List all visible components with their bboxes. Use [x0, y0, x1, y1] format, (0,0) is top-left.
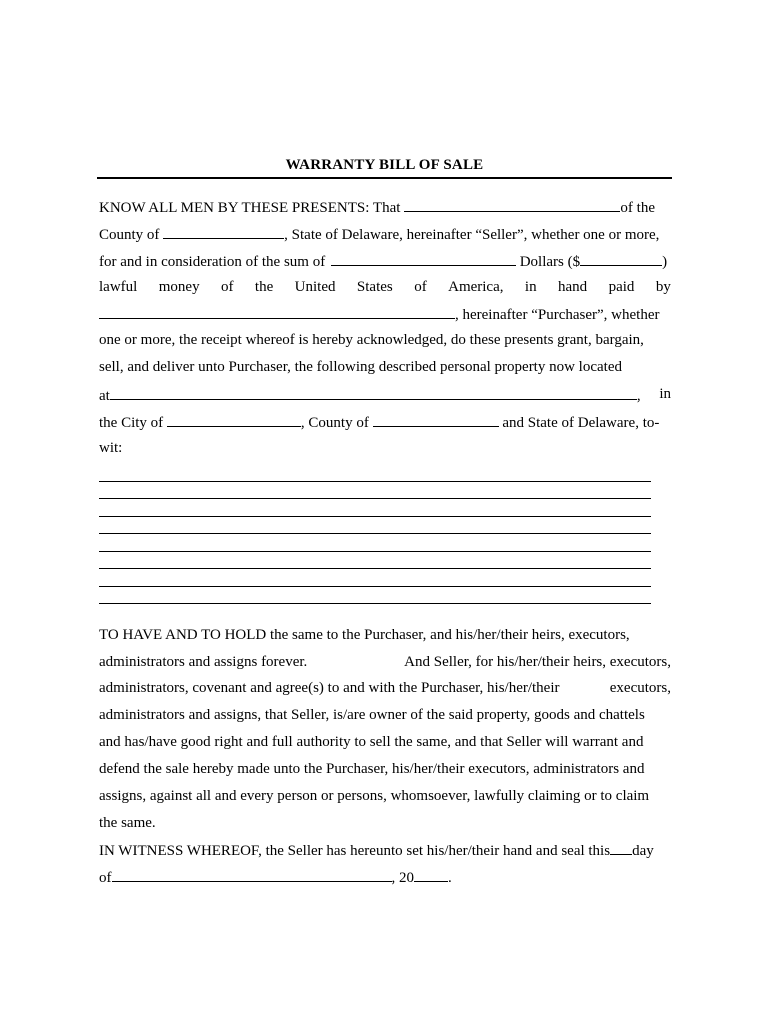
property-location-blank[interactable] — [110, 385, 637, 400]
p2-line-5: and has/have good right and full authority to sell the same, and that Seller will warrant and — [99, 734, 644, 750]
p2-line-2 — [99, 653, 671, 671]
description-line[interactable] — [99, 603, 651, 604]
p1-line-2 — [99, 224, 671, 242]
title-underline — [97, 177, 672, 179]
text: KNOW ALL MEN BY THESE PRESENTS: That — [99, 200, 401, 216]
word: the — [254, 279, 274, 295]
p1-line-1 — [99, 197, 671, 215]
word: paid — [608, 279, 635, 295]
text: County of — [99, 227, 160, 243]
purchaser-name-blank[interactable] — [99, 304, 455, 319]
p1-line-10: wit: — [99, 440, 123, 456]
sum-words-blank[interactable] — [331, 251, 516, 266]
p2-line-4: administrators and assigns, that Seller, is/are owner of the said property, goods and chattels — [99, 707, 645, 723]
text: , State of Delaware, hereinafter “Seller”, whether one or more, — [284, 227, 660, 243]
word: of — [414, 279, 427, 295]
text: ) — [662, 254, 668, 270]
text: administrators and assigns forever. — [99, 654, 308, 670]
description-line[interactable] — [99, 533, 651, 534]
word: America, — [448, 279, 504, 295]
description-line[interactable] — [99, 516, 651, 517]
text: administrators, covenant and agree(s) to and with the Purchaser, his/her/their — [99, 680, 560, 696]
p1-line-4 — [99, 278, 671, 296]
text: , County of — [300, 415, 369, 431]
text: in — [659, 386, 671, 402]
text: at — [99, 388, 110, 404]
word: lawful — [99, 279, 138, 295]
word: States — [356, 279, 393, 295]
witness-line-1 — [99, 840, 671, 858]
year-blank[interactable] — [414, 867, 448, 882]
p2-line-3 — [99, 679, 671, 697]
month-blank[interactable] — [112, 867, 392, 882]
sum-amount-blank[interactable] — [580, 251, 662, 266]
city-blank[interactable] — [167, 412, 301, 427]
description-line[interactable] — [99, 568, 651, 569]
text: for and in consideration of the sum of — [99, 254, 326, 270]
p1-line-9 — [99, 412, 671, 430]
p1-line-7: sell, and deliver unto Purchaser, the following described personal property now located — [99, 359, 622, 375]
text: the City of — [99, 415, 164, 431]
text: of — [99, 870, 112, 886]
text: And Seller, for his/her/their heirs, executors, — [404, 654, 671, 670]
word: money — [158, 279, 200, 295]
p2-line-8: the same. — [99, 815, 156, 831]
p2-line-7: assigns, against all and every person or persons, whomsoever, lawfully claiming or to claim — [99, 788, 650, 804]
seller-county-blank[interactable] — [163, 224, 284, 239]
description-line[interactable] — [99, 551, 651, 552]
witness-line-2 — [99, 867, 671, 885]
word: hand — [558, 279, 588, 295]
text: and State of Delaware, to- — [502, 415, 660, 431]
text: . — [448, 870, 452, 886]
p1-line-6: one or more, the receipt whereof is hereby acknowledged, do these presents grant, bargain, — [99, 332, 644, 348]
p1-line-8 — [99, 385, 671, 403]
county-blank[interactable] — [373, 412, 499, 427]
text: IN WITNESS WHEREOF, the Seller has hereunto set his/her/their hand and seal this — [99, 843, 611, 859]
description-line[interactable] — [99, 586, 651, 587]
description-line[interactable] — [99, 481, 651, 482]
word: by — [655, 279, 671, 295]
p2-line-1: TO HAVE AND TO HOLD the same to the Purchaser, and his/her/their heirs, executors, — [99, 627, 630, 643]
text: , — [636, 388, 641, 404]
p1-line-5 — [99, 304, 671, 322]
text: , 20 — [391, 870, 414, 886]
day-blank[interactable] — [610, 840, 632, 855]
seller-name-blank[interactable] — [404, 197, 620, 212]
document-title: WARRANTY BILL OF SALE — [285, 157, 484, 173]
text: Dollars ($ — [519, 254, 581, 270]
word: in — [524, 279, 537, 295]
text: executors, — [609, 680, 671, 696]
word: of — [221, 279, 234, 295]
description-line[interactable] — [99, 498, 651, 499]
text: of the — [620, 200, 655, 216]
text: , hereinafter “Purchaser”, whether — [455, 307, 660, 323]
p1-line-3 — [99, 251, 671, 269]
p2-line-6: defend the sale hereby made unto the Purchaser, his/her/their executors, administrators and — [99, 761, 645, 777]
text: day — [632, 843, 654, 859]
word: United — [294, 279, 336, 295]
